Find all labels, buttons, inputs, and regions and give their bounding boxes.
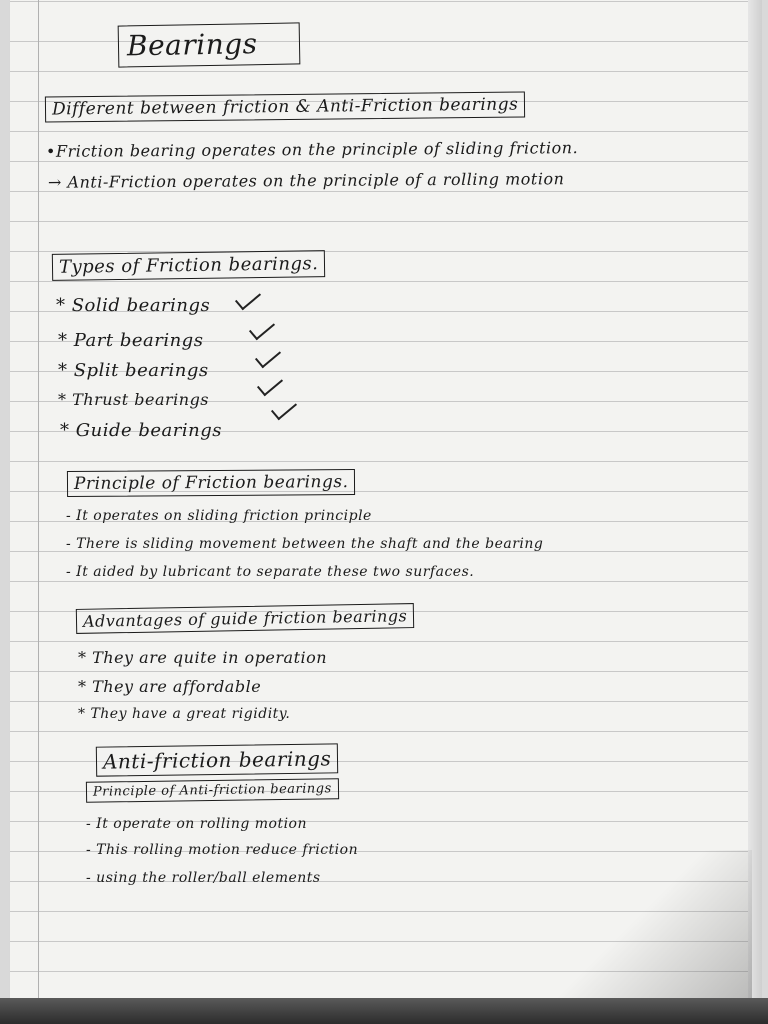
principle-point-3: - It aided by lubricant to separate these two surfaces. bbox=[66, 564, 475, 580]
principle-point-2: - There is sliding movement between the shaft and the bearing bbox=[66, 536, 544, 552]
page-title: Bearings bbox=[118, 22, 301, 67]
advantages-point-2: * They are affordable bbox=[78, 677, 262, 696]
principle-point-1: - It operates on sliding friction principle bbox=[66, 508, 372, 524]
difference-point-2: → Anti-Friction operates on the principle of a rolling motion bbox=[47, 169, 565, 192]
anti-friction-point-2: - This rolling motion reduce friction bbox=[86, 842, 359, 858]
types-item-4: * Thrust bearings bbox=[58, 390, 210, 409]
principle-heading: Principle of Friction bearings. bbox=[67, 469, 356, 497]
anti-friction-point-3: - using the roller/ball elements bbox=[86, 870, 321, 886]
advantages-heading: Advantages of guide friction bearings bbox=[76, 603, 415, 634]
advantages-point-3: * They have a great rigidity. bbox=[78, 706, 291, 722]
types-item-2: * Part bearings bbox=[58, 330, 204, 351]
types-item-3: * Split bearings bbox=[58, 360, 209, 381]
advantages-point-1: * They are quite in operation bbox=[78, 648, 328, 667]
types-item-5: * Guide bearings bbox=[60, 420, 222, 441]
difference-heading: Different between friction & Anti-Friction bearings bbox=[45, 91, 526, 122]
anti-friction-heading: Anti-friction bearings bbox=[96, 743, 339, 776]
difference-point-1: •Friction bearing operates on the principle of sliding friction. bbox=[45, 138, 579, 161]
table-edge bbox=[0, 998, 768, 1024]
anti-friction-point-1: - It operate on rolling motion bbox=[86, 816, 307, 832]
anti-friction-principle-heading: Principle of Anti-friction bearings bbox=[86, 778, 339, 803]
page-shadow bbox=[542, 850, 752, 1000]
types-heading: Types of Friction bearings. bbox=[52, 250, 326, 281]
types-item-1: * Solid bearings bbox=[56, 295, 211, 316]
